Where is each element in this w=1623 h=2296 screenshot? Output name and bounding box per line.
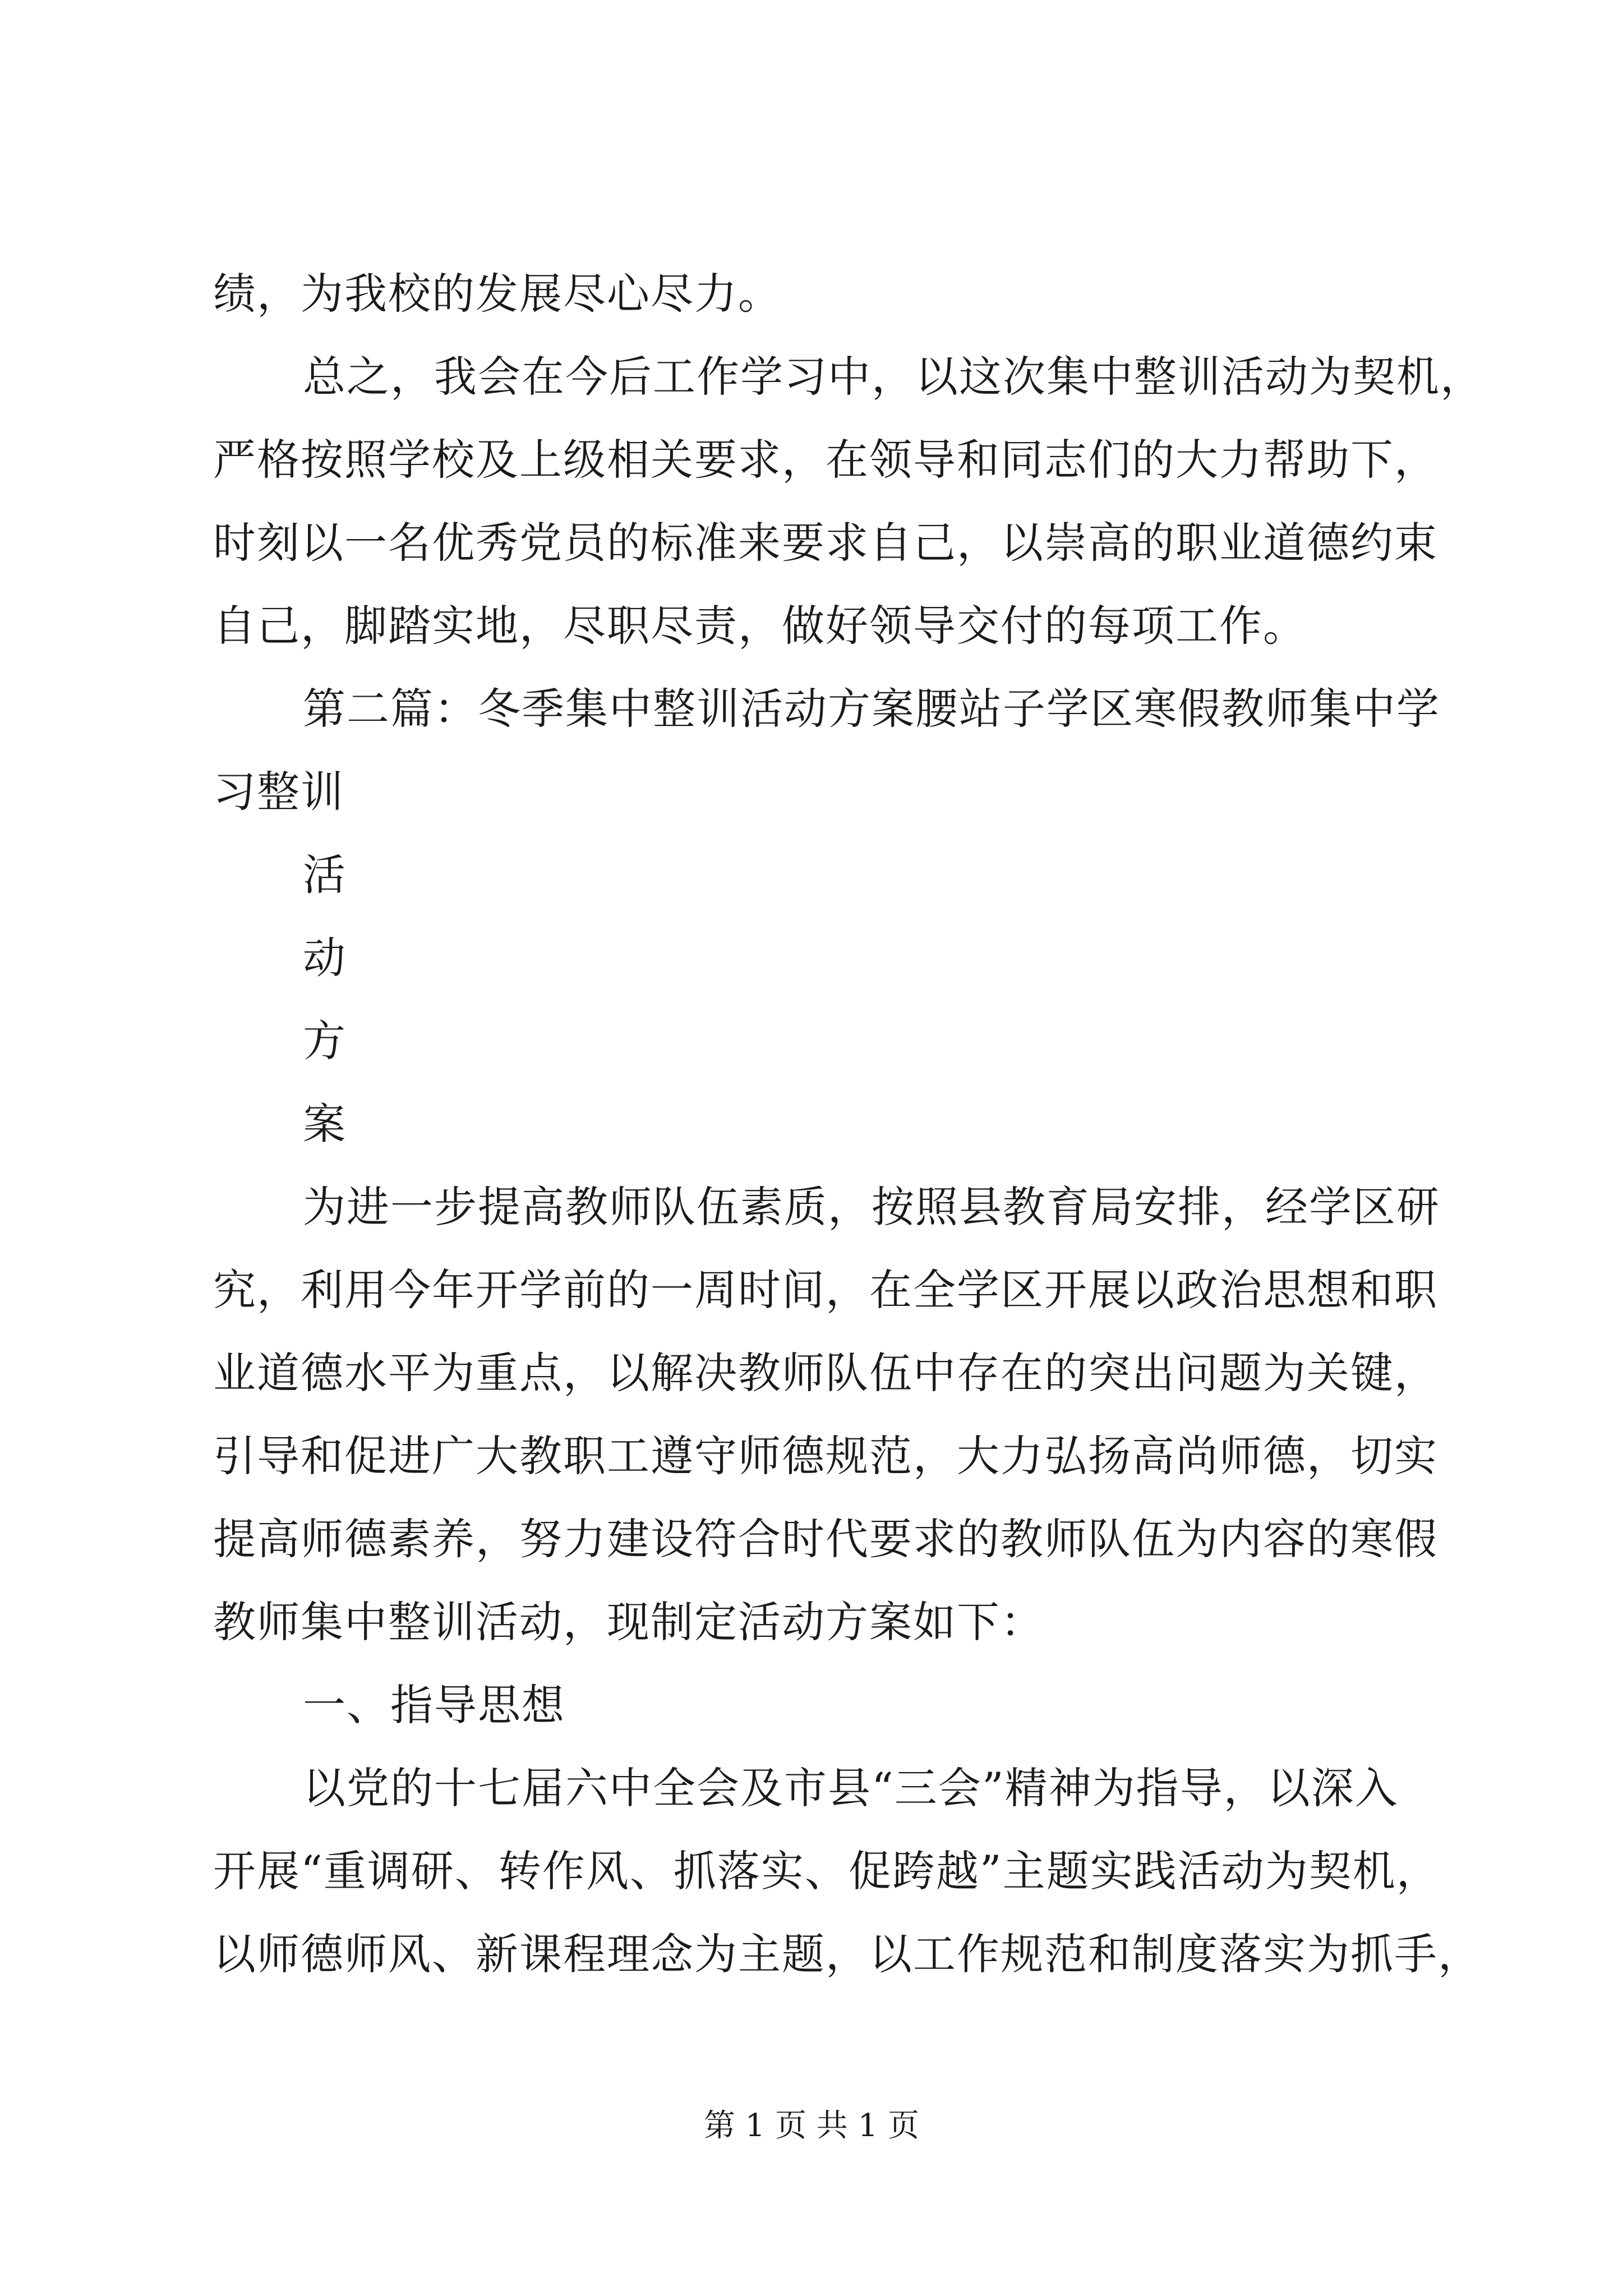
text-line: 为进一步提高教师队伍素质，按照县教育局安排，经学区研 (303, 1182, 1440, 1232)
text-line: 方 (303, 1016, 347, 1066)
text-line: 动 (303, 933, 347, 983)
text-line: 时刻以一名优秀党员的标准来要求自己，以崇高的职业道德约束 (213, 518, 1438, 568)
page-number-footer: 第 1 页 共 1 页 (703, 2108, 920, 2144)
text-line: 究，利用今年开学前的一周时间，在全学区开展以政治思想和职 (213, 1265, 1438, 1315)
text-line: 活 (303, 850, 347, 900)
text-line: 业道德水平为重点，以解决教师队伍中存在的突出问题为关键， (213, 1348, 1438, 1398)
section-heading-continued: 习整训 (213, 767, 344, 817)
text-line: 绩，为我校的发展尽心尽力。 (213, 269, 782, 319)
text-line: 严格按照学校及上级相关要求，在领导和同志们的大力帮助下， (213, 435, 1438, 485)
text-line: 以党的十七届六中全会及市县“三会”精神为指导，以深入 (303, 1763, 1399, 1813)
text-line: 总之，我会在今后工作学习中，以这次集中整训活动为契机， (303, 352, 1484, 402)
subsection-heading: 一、指导思想 (303, 1680, 565, 1730)
text-line: 自己，脚踏实地，尽职尽责，做好领导交付的每项工作。 (213, 601, 1307, 651)
text-line: 以师德师风、新课程理念为主题，以工作规范和制度落实为抓手， (213, 1929, 1482, 1979)
text-line: 开展“重调研、转作风、抓落实、促跨越”主题实践活动为契机， (213, 1846, 1440, 1896)
text-line: 教师集中整训活动，现制定活动方案如下： (213, 1597, 1044, 1647)
section-heading: 第二篇：冬季集中整训活动方案腰站子学区寒假教师集中学 (303, 684, 1440, 734)
text-line: 引导和促进广大教职工遵守师德规范，大力弘扬高尚师德，切实 (213, 1431, 1438, 1481)
document-body (213, 252, 1484, 1996)
text-line: 提高师德素养，努力建设符合时代要求的教师队伍为内容的寒假 (213, 1514, 1438, 1564)
text-line: 案 (303, 1099, 347, 1149)
